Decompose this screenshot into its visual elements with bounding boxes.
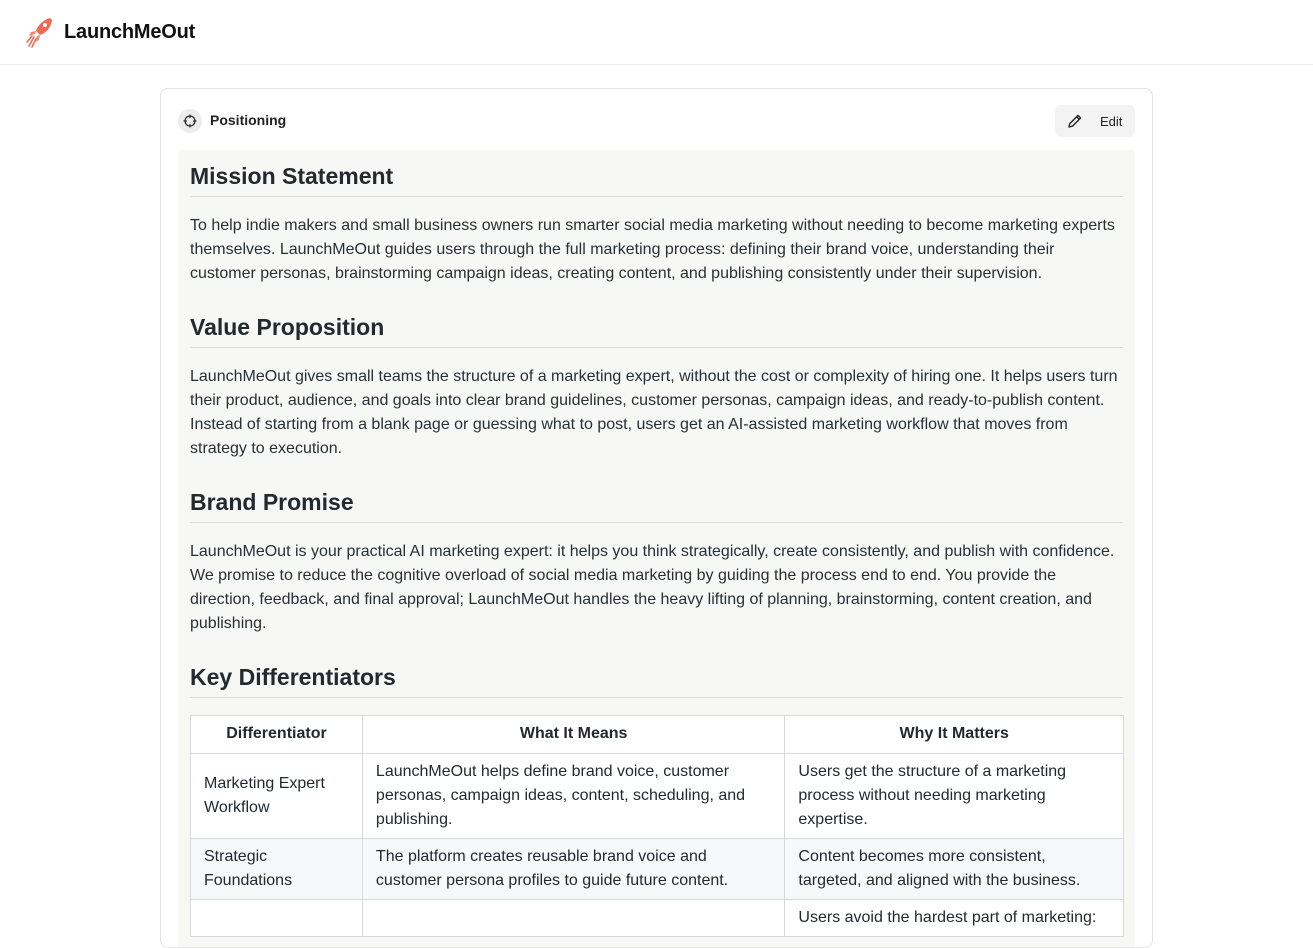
promise-body: LaunchMeOut is your practical AI marketing expert: it helps you think strategically, create consistently, and publish with confidence. We promise to reduce the cognitive overload of social media marketing by guiding the process end to end. You provide the direction, feedback, and final approval; LaunchMeOut handles the heavy lifting of planning, brainstorming, content creation, and publishing. [190,543,1115,632]
promise-heading: Brand Promise [190,488,1123,523]
table-row [191,900,1124,937]
document-content [178,150,1135,948]
card-title: Positioning [210,112,287,128]
column-header: Why It Matters [785,716,1124,754]
column-header: Differentiator [191,716,363,754]
crosshair-icon [178,109,202,133]
edit-button[interactable] [1055,105,1135,137]
rocket-icon [26,16,54,48]
edit-label: Edit [1100,113,1123,129]
table-cell [362,900,784,937]
table-row [191,839,1124,900]
table-cell: Marketing Expert Workflow [191,754,363,839]
differentiators-heading: Key Differentiators [190,663,1123,698]
card-header [178,109,1135,139]
table-row [191,754,1124,839]
column-header: What It Means [362,716,784,754]
table-cell: Content becomes more consistent, targeted, and aligned with the business. [785,839,1124,900]
brand[interactable] [26,16,195,48]
app-name: LaunchMeOut [64,20,196,43]
pencil-icon [1067,113,1083,129]
top-bar [0,0,1313,65]
mission-body: To help indie makers and small business owners run smarter social media marketing without needing to become marketing experts themselves. LaunchMeOut guides users through the full marketing process: defining their brand voice, understanding their customer personas, brainstorming campaign ideas, creating content, and publishing consistently under their supervision. [190,217,1115,282]
table-header-row [191,716,1124,754]
table-cell: LaunchMeOut helps define brand voice, customer personas, campaign ideas, content, scheduling, and publishing. [362,754,784,839]
mission-heading: Mission Statement [190,162,1123,197]
positioning-card [160,88,1153,948]
value-heading: Value Proposition [190,313,1123,348]
table-cell: Users get the structure of a marketing process without needing marketing expertise. [785,754,1124,839]
value-body: LaunchMeOut gives small teams the structure of a marketing expert, without the cost or complexity of hiring one. It helps users turn their product, audience, and goals into clear brand guidelines, customer personas, campaign ideas, and ready-to-publish content. Instead of starting from a blank page or guessing what to post, users get an AI-assisted marketing workflow that moves from strategy to execution. [190,368,1118,457]
table-cell [191,900,363,937]
differentiators-table [190,715,1124,937]
table-cell: Users avoid the hardest part of marketing: [785,900,1124,937]
table-cell: Strategic Foundations [191,839,363,900]
table-cell: The platform creates reusable brand voice and customer persona profiles to guide future content. [362,839,784,900]
